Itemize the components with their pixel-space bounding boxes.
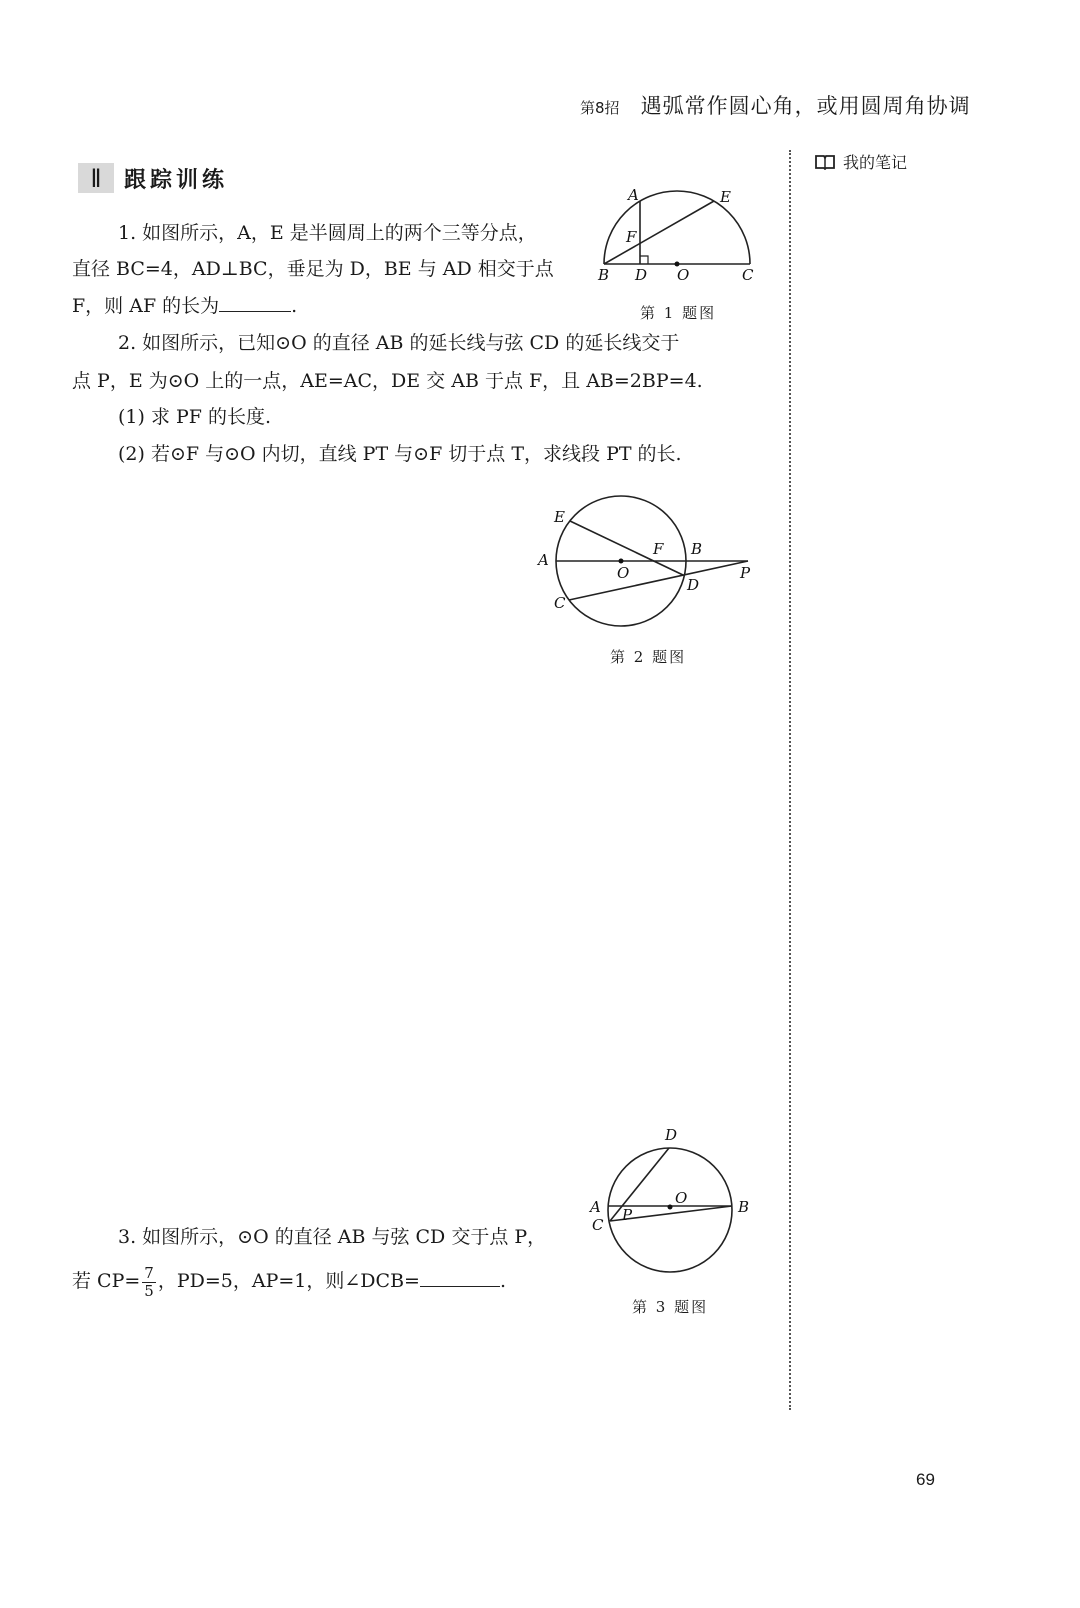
chapter-number: 第8招 <box>580 99 620 117</box>
q1-label-f: F <box>626 228 637 246</box>
q3-line2-post: ，PD=5，AP=1，则∠DCB= <box>157 1270 420 1292</box>
pen-icon: ∥ <box>78 163 114 193</box>
q3-label-o: O <box>675 1189 688 1207</box>
q3-label-d: D <box>665 1126 678 1144</box>
notes-label: 我的笔记 <box>843 153 908 172</box>
q1-right-angle-mark <box>640 256 648 264</box>
q3-chord-cd <box>610 1148 669 1221</box>
q2-label-a: A <box>538 551 549 569</box>
q2-label-b: B <box>691 540 703 558</box>
q1-line3-text: F，则 AF 的长为 <box>72 295 220 317</box>
q3-label-c: C <box>592 1216 604 1234</box>
q3-frac-den: 5 <box>144 1281 154 1300</box>
q2-line1: 2. 如图所示，已知⊙O 的直径 AB 的延长线与弦 CD 的延长线交于 <box>118 332 680 354</box>
notes-heading <box>815 150 907 173</box>
q2-sub2: (2) 若⊙F 与⊙O 内切，直线 PT 与⊙F 切于点 T，求线段 PT 的长. <box>118 443 682 465</box>
q2-line-cp <box>569 561 748 600</box>
q2-label-f: F <box>653 540 664 558</box>
q3-label-p: P <box>622 1206 633 1224</box>
q2-label-e: E <box>554 508 565 526</box>
q3-label-b: B <box>738 1198 750 1216</box>
q2-caption: 第 2 题图 <box>610 648 687 666</box>
q2-figure <box>530 490 770 630</box>
book-icon <box>815 154 835 170</box>
q1-figure <box>590 180 770 290</box>
q1-label-b: B <box>598 266 610 284</box>
q2-sub1: (1) 求 PF 的长度. <box>118 406 272 428</box>
q1-line1: 1. 如图所示，A，E 是半圆周上的两个三等分点， <box>118 222 537 244</box>
q3-label-a: A <box>590 1198 601 1216</box>
q1-line3-end: . <box>291 295 298 317</box>
q1-label-a: A <box>628 186 639 204</box>
q1-label-d: D <box>635 266 648 284</box>
q1-segment-be <box>604 201 714 264</box>
chapter-title: 遇弧常作圆心角，或用圆周角协调 <box>640 94 971 118</box>
q3-answer-blank <box>420 1266 500 1287</box>
q1-caption: 第 1 题图 <box>640 304 717 322</box>
page-header <box>580 90 971 120</box>
q1-label-o: O <box>677 266 690 284</box>
q3-frac-num: 7 <box>144 1263 154 1282</box>
q1-label-c: C <box>742 266 754 284</box>
q1-line2: 直径 BC=4，AD⊥BC，垂足为 D，BE 与 AD 相交于点 <box>72 258 554 280</box>
q2-label-o: O <box>617 564 630 582</box>
q2-line2: 点 P，E 为⊙O 上的一点，AE=AC，DE 交 AB 于点 F，且 AB=2BP=4. <box>72 370 703 392</box>
q3-figure <box>580 1120 760 1290</box>
q3-line2 <box>72 1262 506 1300</box>
q2-label-d: D <box>687 576 700 594</box>
section-heading <box>78 158 228 198</box>
q3-caption: 第 3 题图 <box>632 1298 709 1316</box>
q3-fraction <box>142 1265 156 1300</box>
q1-line3 <box>72 287 297 325</box>
q1-label-e: E <box>720 188 731 206</box>
q1-answer-blank <box>219 291 291 312</box>
q2-label-c: C <box>554 594 566 612</box>
q3-line2-pre: 若 CP= <box>72 1270 141 1292</box>
q3-center-o <box>668 1205 673 1210</box>
q3-line2-end: . <box>499 1270 507 1292</box>
q2-label-p: P <box>740 564 751 582</box>
page-number: 69 <box>916 1470 935 1489</box>
notes-divider <box>789 150 791 1410</box>
q2-center-o <box>619 559 624 564</box>
q3-line1: 3. 如图所示，⊙O 的直径 AB 与弦 CD 交于点 P， <box>118 1226 547 1248</box>
section-title: 跟踪训练 <box>124 167 229 193</box>
